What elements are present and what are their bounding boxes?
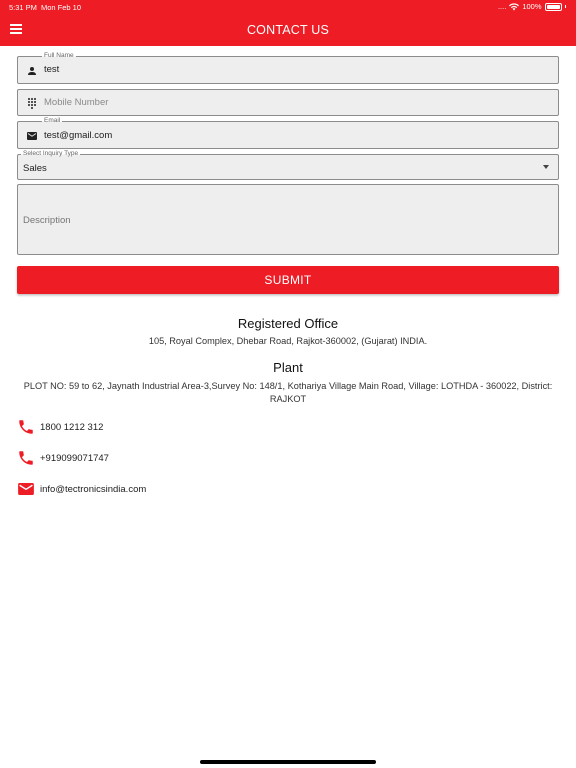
- contact-phone-1-text: 1800 1212 312: [40, 421, 104, 433]
- email-input[interactable]: [44, 130, 552, 141]
- status-bar: [0, 0, 576, 14]
- email-label: Email: [44, 117, 61, 124]
- description-input[interactable]: [23, 215, 155, 226]
- status-indicators: [498, 2, 566, 11]
- person-icon: [26, 65, 38, 77]
- status-time: 5:31 PM: [9, 3, 37, 12]
- page-title: CONTACT US: [246, 23, 330, 37]
- battery-tip: [565, 5, 567, 8]
- home-indicator[interactable]: [200, 760, 376, 764]
- contact-phone-1[interactable]: [17, 418, 103, 436]
- registered-office-heading: Registered Office: [237, 316, 339, 331]
- wifi-icon: [509, 3, 519, 11]
- battery-fill: [547, 5, 560, 9]
- phone-icon: [17, 449, 35, 467]
- chevron-down-icon[interactable]: [543, 165, 549, 169]
- submit-button[interactable]: SUBMIT: [17, 266, 559, 294]
- email-icon: [26, 130, 38, 142]
- mobile-number-input[interactable]: [44, 97, 552, 108]
- full-name-field[interactable]: [17, 52, 559, 84]
- plant-address: PLOT NO: 59 to 62, Jaynath Industrial Area-3,Survey No: 148/1, Kothariya Village Main Road, Village: LOTHDA - 360022, District: RAJKOT: [23, 381, 553, 404]
- inquiry-type-value: Sales: [23, 163, 47, 174]
- full-name-label: Full Name: [44, 52, 74, 59]
- status-date: Mon Feb 10: [41, 3, 82, 12]
- battery-icon: [545, 3, 562, 11]
- inquiry-type-select[interactable]: [17, 150, 559, 180]
- contact-phone-2-text: +919099071747: [40, 452, 109, 464]
- email-icon: [17, 480, 35, 498]
- mobile-number-field[interactable]: [17, 89, 559, 116]
- email-field[interactable]: [17, 117, 559, 149]
- battery-percent: 100%: [522, 2, 542, 11]
- dialpad-icon: [26, 97, 38, 109]
- contact-email-text: info@tectronicsindia.com: [40, 483, 147, 495]
- inquiry-type-label: Select Inquiry Type: [23, 150, 79, 157]
- registered-office-address: 105, Royal Complex, Dhebar Road, Rajkot-360002, (Gujarat) INDIA.: [148, 336, 428, 346]
- signal-dots: ....: [497, 2, 507, 11]
- contact-email[interactable]: [17, 480, 146, 498]
- full-name-input[interactable]: [44, 64, 552, 75]
- description-field[interactable]: [17, 184, 559, 255]
- app-header: [0, 0, 576, 46]
- phone-icon: [17, 418, 35, 436]
- contact-phone-2[interactable]: [17, 449, 109, 467]
- plant-heading: Plant: [273, 360, 303, 375]
